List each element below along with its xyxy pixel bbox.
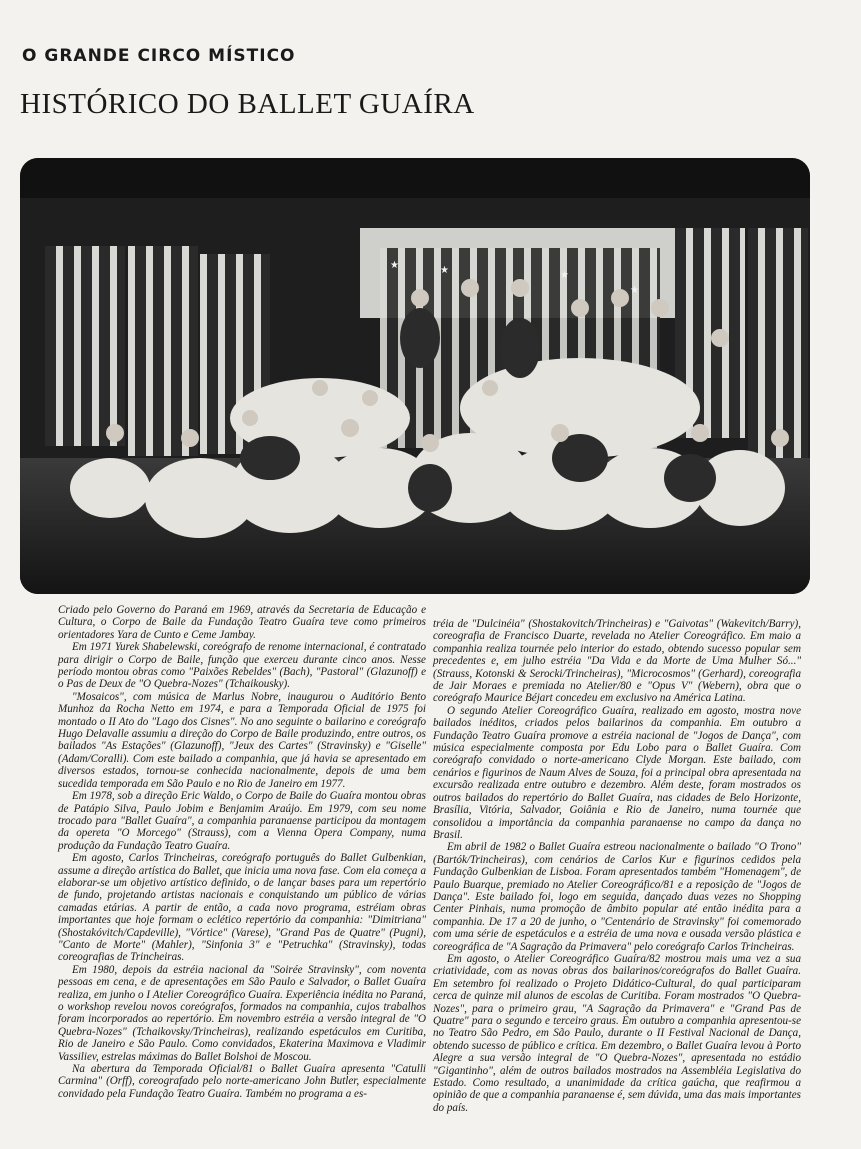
paragraph: tréia de "Dulcinéia" (Shostakovitch/Trincheiras) e "Gaivotas" (Wakevitch/Barry), coreografia de Francisco Duarte, revelada no Atelier Coreográfico. Em maio a companhia realiza tournée pelo interior do estado, obtendo sucesso popular sem precedentes e, em julho estréia "Da Vida e da Morte de Uma Mulher Só..." (Strauss, Kotonski & Serocki/Trincheiras), "Microcosmos" (Gerhard), coreografia de Jair Moraes e premiada no Atelier/80 e "Opus V" (Webern), obra que o coreógrafo Maurice Béjart concedeu em exclusivo na América Latina. bbox=[433, 618, 801, 705]
section-kicker: O GRANDE CIRCO MÍSTICO bbox=[22, 46, 296, 66]
paragraph: Em agosto, Carlos Trincheiras, coreógrafo português do Ballet Gulbenkian, assume a direção artística do Ballet, que inicia uma nova fase. Com ela começa a elaborar-se um objetivo artístico definido, o de lançar bases para um repertório de fundo, projetando artistas nacionais e conquistando um público de várias camadas etárias. A partir de então, a cada novo programa, estréiam obras importantes que hoje formam o eclético repertório da companhia: "Dimitriana" (Shostakóvitch/Capdeville), "Vórtice" (Varese), "Grand Pas de Quatre" (Pugni), "Canto de Morte" (Mahler), "Sinfonia 3" e "Petruchka" (Stravinsky), todas coreografias de Trincheiras. bbox=[58, 852, 426, 964]
paragraph: O segundo Atelier Coreográfico Guaíra, realizado em agosto, mostra nove bailados inéditos, criados pelos bailarinos da companhia. Em outubro a Fundação Teatro Guaíra promove a estréia nacional de "Jogos de Dança", com música especialmente composta por Edu Lobo para o Ballet Guaíra. Com coreógrafo convidado o norte-americano Clyde Morgan. Este bailado, com cenários e figurinos de Naum Alves de Souza, foi a principal obra apresentada na excursão realizada entre outubro e dezembro. Além deste, foram mostrados os outros bailados do repertório do Ballet Guaíra, nas cidades de Belo Horizonte, Brasília, Vitória, Salvador, Goiânia e Rio de Janeiro, numa tournée que consolidou a importância da companhia paranaense no campo da dança no Brasil. bbox=[433, 704, 801, 841]
svg-text:★: ★ bbox=[390, 260, 399, 271]
paragraph: Criado pelo Governo do Paraná em 1969, através da Secretaria de Educação e Cultura, o Corpo de Baile da Fundação Teatro Guaíra teve como primeiros orientadores Yara de Cunto e Ceme Jambay. bbox=[58, 604, 426, 641]
ballet-company-group-photo bbox=[20, 158, 810, 594]
paragraph: Em abril de 1982 o Ballet Guaíra estreou nacionalmente o bailado "O Trono" (Bartók/Trincheiras), com cenários de Carlos Kur e figurinos cedidos pela Fundação Gulbenkian de Lisboa. Foram apresentados também "Homenagem", de Paulo Buarque, premiado no Atelier Coreográfico/81 e a reposição de "Jogos de Dança". Este bailado foi, logo em seguida, dançado duas vezes no Shopping Center Pinhais, numa promoção de âmbito popular até então inédita para a companhia. De 17 a 20 de junho, o "Centenário de Stravinsky" foi comemorado com uma série de espetáculos e a estréia de uma nova e ousada versão plástica e coreográfica de "A Sagração da Primavera" pelo coreógrafo Carlos Trincheiras. bbox=[433, 841, 801, 953]
ballet-company-photo bbox=[20, 158, 810, 594]
paragraph: Em agosto, o Atelier Coreográfico Guaíra/82 mostrou mais uma vez a sua criatividade, com as novas obras dos bailarinos/coreógrafos do Ballet Guaíra. Em setembro foi realizado o Projeto Didático-Cultural, do qual participaram cerca de quinze mil alunos de escolas de Curitiba. Foram mostrados "O Quebra-Nozes", para o primeiro grau, "A Sagração da Primavera" e "Grand Pas de Quatre" para o segundo e terceiro graus. Em outubro a companhia apresentou-se no Teatro São Pedro, em São Paulo, durante o II Festival Nacional de Dança, obtendo sucesso de público e crítica. Em dezembro, o Ballet Guaíra levou à Porto Alegre a sua versão integral de "O Quebra-Nozes", apresentada no estádio "Gigantinho", além de outros bailados mostrados na Assembléia Legislativa do Estado. Como resultado, a unanimidade da crítica gaúcha, que reafirmou a opinião de que a companhia paranaense é, sem dúvida, uma das mais importantes do país. bbox=[433, 952, 801, 1114]
paragraph: Em 1971 Yurek Shabelewski, coreógrafo de renome internacional, é contratado para dirigir o Corpo de Baile, função que exerceu durante cinco anos. Nesse período montou obras como "Paixões Rebeldes" (Bach), "Pastoral" (Glazunoff) e o Pas de Deux de "O Quebra-Nozes" (Tchaikousky). bbox=[58, 641, 426, 691]
page-title: HISTÓRICO DO BALLET GUAÍRA bbox=[20, 88, 475, 120]
paragraph: "Mosaicos", com música de Marlus Nobre, inaugurou o Auditório Bento Munhoz da Rocha Netto em 1974, e para a Temporada Oficial de 1975 foi montado o II Ato do "Lago dos Cisnes". No ano seguinte o bailarino e coreógrafo Hugo Delavalle assumiu a direção do Corpo de Baile produzindo, entre outros, os bailados "As Estações" (Glazunoff), "Jeux des Cartes" (Stravinsky) e "Giselle" (Adam/Coralli). Com este bailado a companhia, que já havia se apresentado em diversos estados, tornou-se conhecida nacionalmente, depois de uma bem sucedida temporada em São Paulo e no Rio de Janeiro em 1977. bbox=[58, 690, 426, 790]
svg-text:★: ★ bbox=[440, 265, 449, 276]
paragraph: Na abertura da Temporada Oficial/81 o Ballet Guaíra apresenta "Catulli Carmina" (Orff), coreografado pelo norte-americano John Butler, especialmente convidado pela Fundação Teatro Guaíra. Também no programa a es- bbox=[58, 1063, 426, 1100]
paragraph: Em 1980, depois da estréia nacional da "Soirée Stravinsky", com noventa pessoas em cena, e de apresentações em São Paulo e Salvador, o Ballet Guaíra realiza, em junho o I Atelier Coreográfico Guaíra. Experiência inédita no Paraná, o workshop revelou novos coreógrafos, formados na companhia, cujos trabalhos foram incorporados ao repertório. Em novembro estréia a versão integral de "O Quebra-Nozes" (Tchaikovsky/Trincheiras), realizando espetáculos em Curitiba, Rio de Janeiro e São Paulo. Como convidados, Ekaterina Maximova e Vladimir Vassiliev, estrelas máximas do Ballet Bolshoi de Moscou. bbox=[58, 963, 426, 1063]
paragraph: Em 1978, sob a direção Eric Waldo, o Corpo de Baile do Guaíra montou obras de Patápio Silva, Paulo Jobim e Benjamim Araújo. Em 1979, com seu nome trocado para "Ballet Guaíra", a companhia paranaense participou da montagem da opereta "O Morcego" (Strauss), com a Vienna Opera Company, numa produção da Fundação Teatro Guaíra. bbox=[58, 790, 426, 852]
svg-text:★: ★ bbox=[560, 270, 569, 281]
article-column-right bbox=[433, 618, 801, 1114]
svg-text:★: ★ bbox=[630, 285, 639, 296]
article-column-left bbox=[58, 604, 426, 1100]
